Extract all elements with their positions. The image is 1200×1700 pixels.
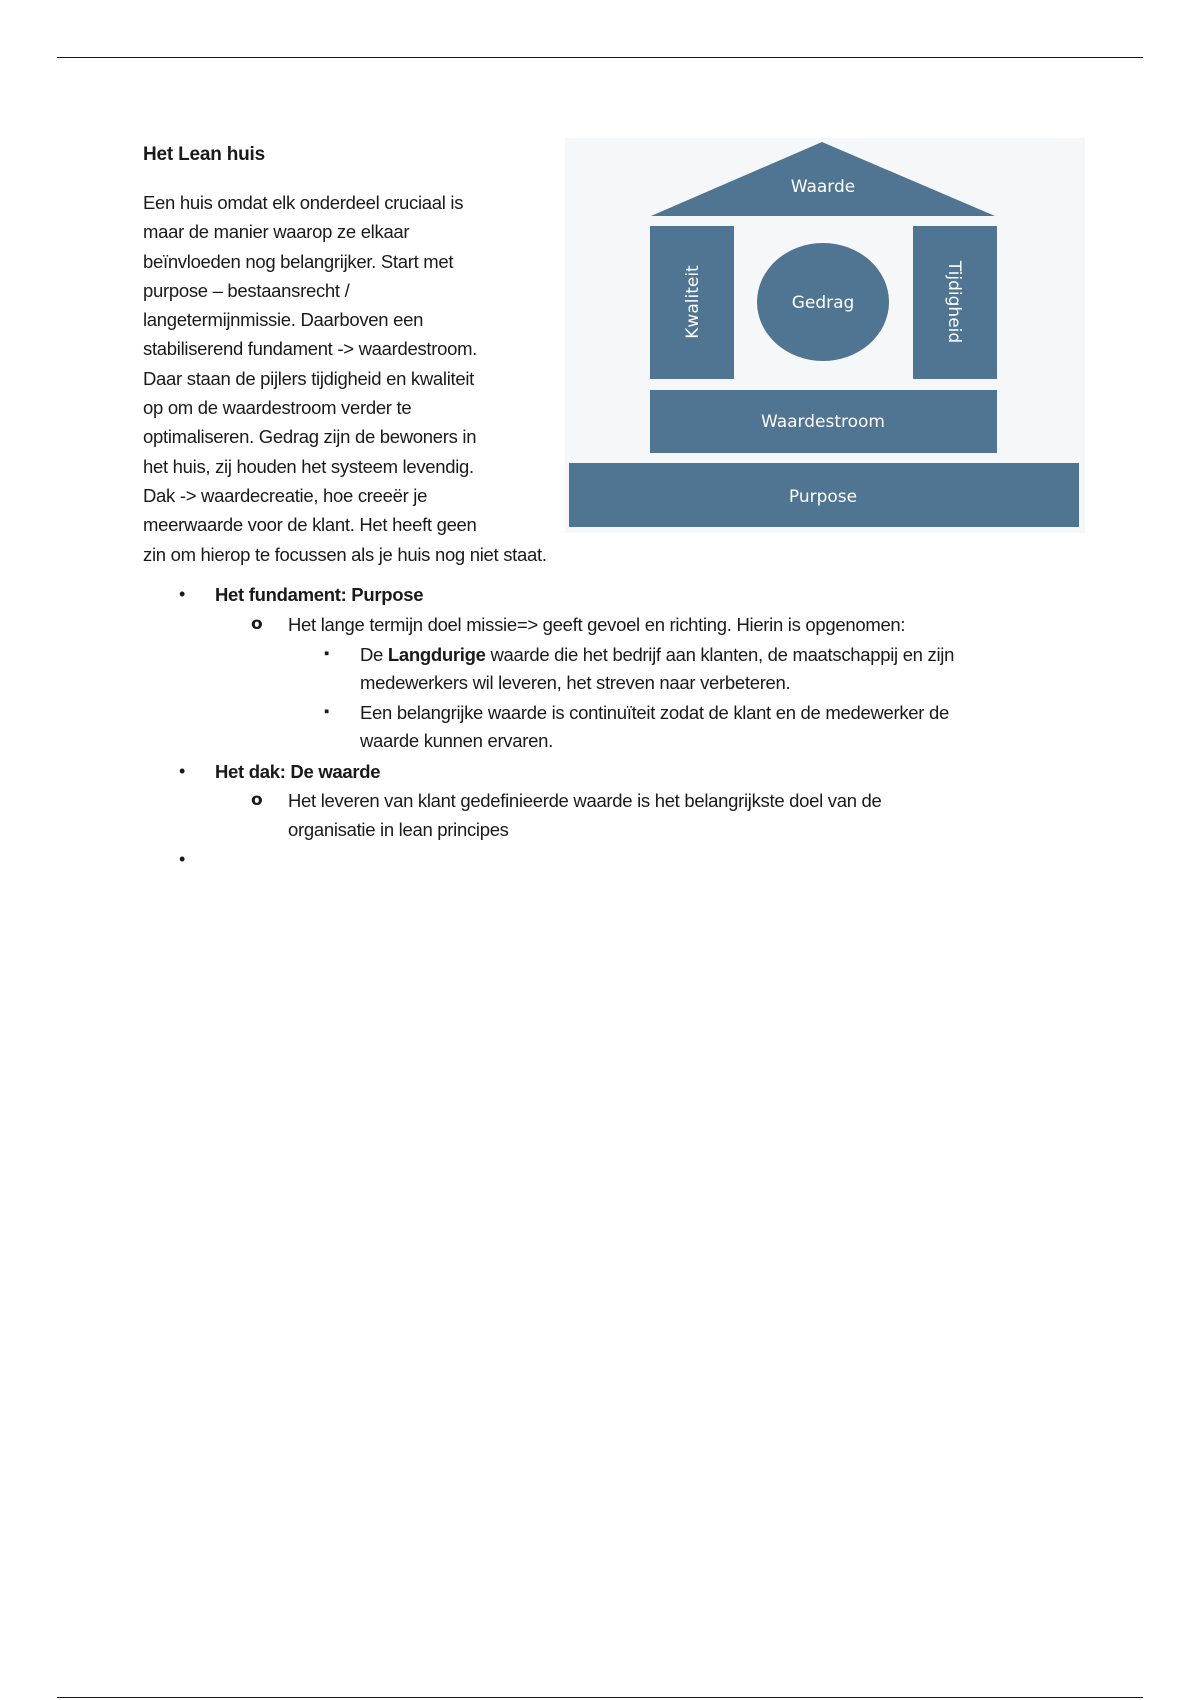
header-rule [57, 57, 1143, 58]
intro-line: purpose – bestaansrecht / [143, 279, 350, 301]
list-item-text: De [360, 644, 388, 665]
list-item: Het lange termijn doel missie=> geeft gevoel en richting. Hierin is opgenomen: [288, 614, 906, 635]
sub-sub-bullet-marker: ▪ [324, 645, 330, 662]
footer-rule [57, 1697, 1143, 1698]
intro-line: op om de waardestroom verder te [143, 397, 412, 419]
section-heading: Het Lean huis [143, 144, 265, 165]
roof-label: Waarde [790, 177, 856, 197]
list-item: Het leveren van klant gedefinieerde waarde is het belangrijkste doel van de [288, 790, 882, 811]
beam-label: Waardestroom [761, 412, 885, 432]
intro-line: het huis, zij houden het systeem levendig. [143, 455, 474, 477]
sub-bullet-marker: o [251, 614, 263, 634]
intro-line: Dak -> waardecreatie, hoe creeër je [143, 484, 428, 506]
list-item-title: Het fundament: Purpose [215, 584, 424, 605]
list-item-bold: Langdurige [387, 644, 486, 665]
list-item-title: Het dak: De waarde [215, 761, 381, 782]
lean-house-diagram [565, 138, 1085, 533]
list-item: Een belangrijke waarde is continuïteit zodat de klant en de medewerker de [360, 702, 949, 723]
base-label: Purpose [788, 487, 858, 507]
intro-line: zin om hierop te focussen als je huis nog niet staat. [143, 543, 547, 565]
intro-line: langetermijnmissie. Daarboven een [143, 309, 424, 331]
list-item [360, 644, 954, 666]
intro-paragraph [143, 188, 605, 569]
list-item-continuation: waarde kunnen ervaren. [360, 730, 553, 751]
list-item-continuation: medewerkers wil leveren, het streven naar verbeteren. [360, 672, 791, 693]
intro-line: meerwaarde voor de klant. Het heeft geen [143, 514, 477, 536]
intro-line: optimaliseren. Gedrag zijn de bewoners in [143, 426, 477, 448]
list-item-continuation: organisatie in lean principes [288, 819, 509, 840]
intro-line: Daar staan de pijlers tijdigheid en kwaliteit [143, 367, 474, 389]
center-label: Gedrag [791, 293, 855, 313]
bullet-marker: • [179, 584, 186, 604]
intro-line: stabiliserend fundament -> waardestroom. [143, 338, 478, 360]
right-pillar-label: Tijdigheid [944, 260, 964, 344]
intro-line: Een huis omdat elk onderdeel cruciaal is [143, 192, 464, 213]
lean-house-svg [565, 138, 1085, 533]
sub-bullet-marker: o [251, 790, 263, 810]
left-pillar-label: Kwaliteit [683, 265, 703, 339]
bullet-marker: • [179, 761, 186, 781]
list-item-text: waarde die het bedrijf aan klanten, de maatschappij en zijn [485, 644, 955, 665]
intro-line: beïnvloeden nog belangrijker. Start met [143, 250, 454, 272]
sub-sub-bullet-marker: ▪ [324, 703, 330, 720]
intro-line: maar de manier waarop ze elkaar [143, 221, 410, 243]
empty-bullet-marker: • [179, 849, 186, 869]
